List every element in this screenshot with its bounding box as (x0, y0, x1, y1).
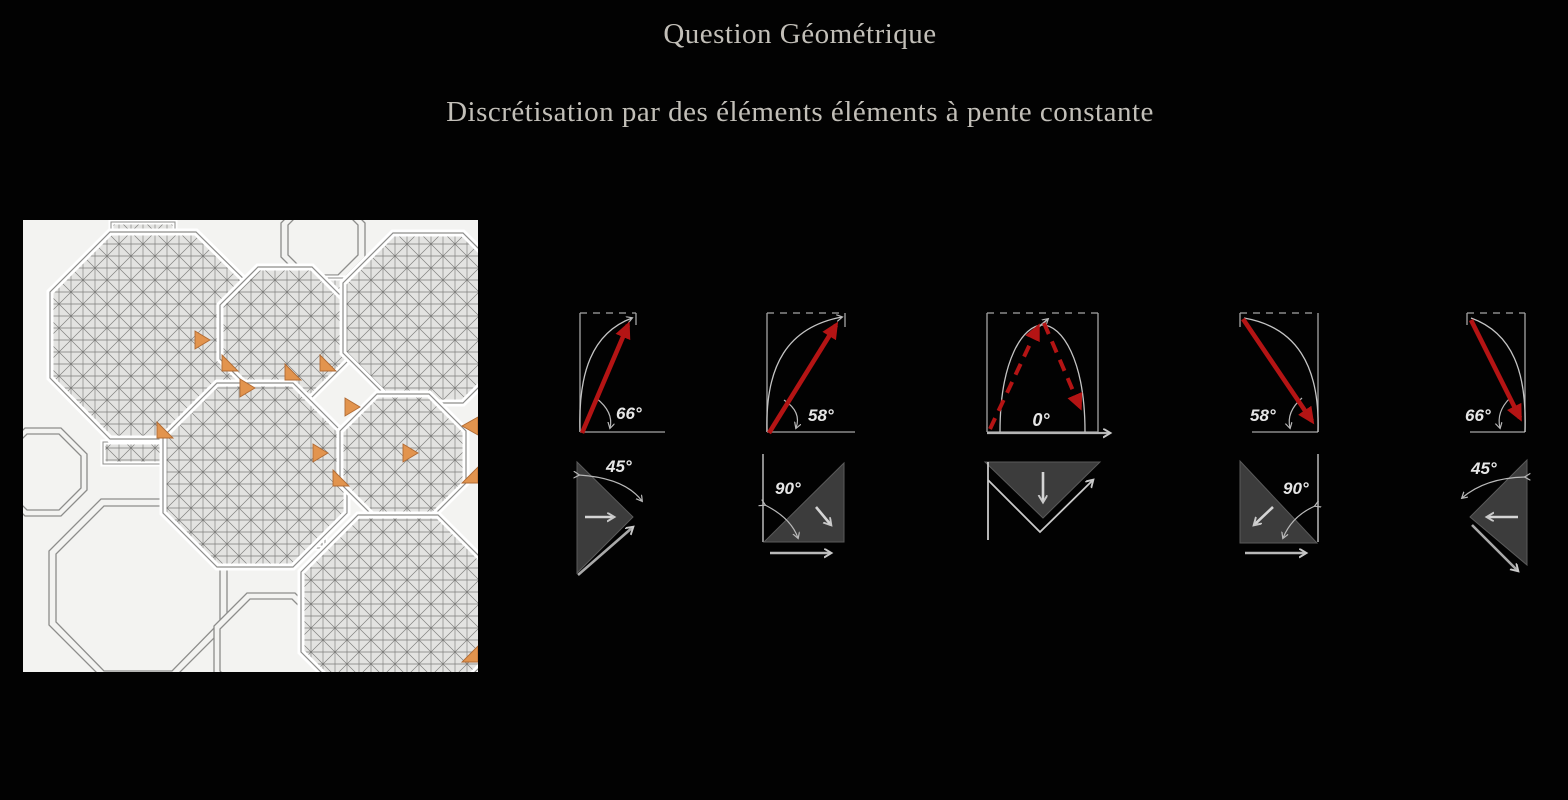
angle-label: 0° (1032, 410, 1050, 430)
angle-label: 90° (775, 479, 801, 498)
diagram-bottom-5-45deg (1455, 448, 1565, 583)
angle-label: 58° (808, 406, 834, 425)
angle-label: 66° (616, 404, 642, 423)
slide-title: Question Géométrique (663, 18, 937, 50)
diagram-bottom-1-45deg (570, 450, 680, 585)
triangle-hypotenuse-up (764, 463, 844, 542)
diagram-bottom-4-90deg (1232, 448, 1352, 568)
angle-label: 58° (1250, 406, 1276, 425)
diagram-top-1-66deg (570, 305, 680, 440)
red-dashed-arrow-up (990, 327, 1038, 429)
diagram-bottom-3-down-wedge (977, 448, 1117, 568)
red-slope-arrow (1471, 320, 1520, 418)
tiling-pattern-figure (23, 220, 478, 672)
diagram-top-4-58deg (1232, 305, 1352, 440)
angle-label: 45° (1471, 459, 1497, 478)
angle-label: 45° (606, 457, 632, 476)
slide-subtitle: Discrétisation par des éléments éléments à pente constante (446, 96, 1154, 128)
diagram-top-5-66deg (1458, 305, 1568, 440)
diagram-bottom-2-90deg (755, 448, 875, 568)
diagram-top-3-0deg (978, 305, 1118, 445)
angle-arc (596, 398, 611, 428)
triangle-hypotenuse-down (1240, 461, 1317, 543)
angle-label: 90° (1283, 479, 1309, 498)
angle-label: 66° (1465, 406, 1491, 425)
diagram-top-2-58deg (758, 305, 878, 440)
angle-arc (1499, 398, 1510, 428)
